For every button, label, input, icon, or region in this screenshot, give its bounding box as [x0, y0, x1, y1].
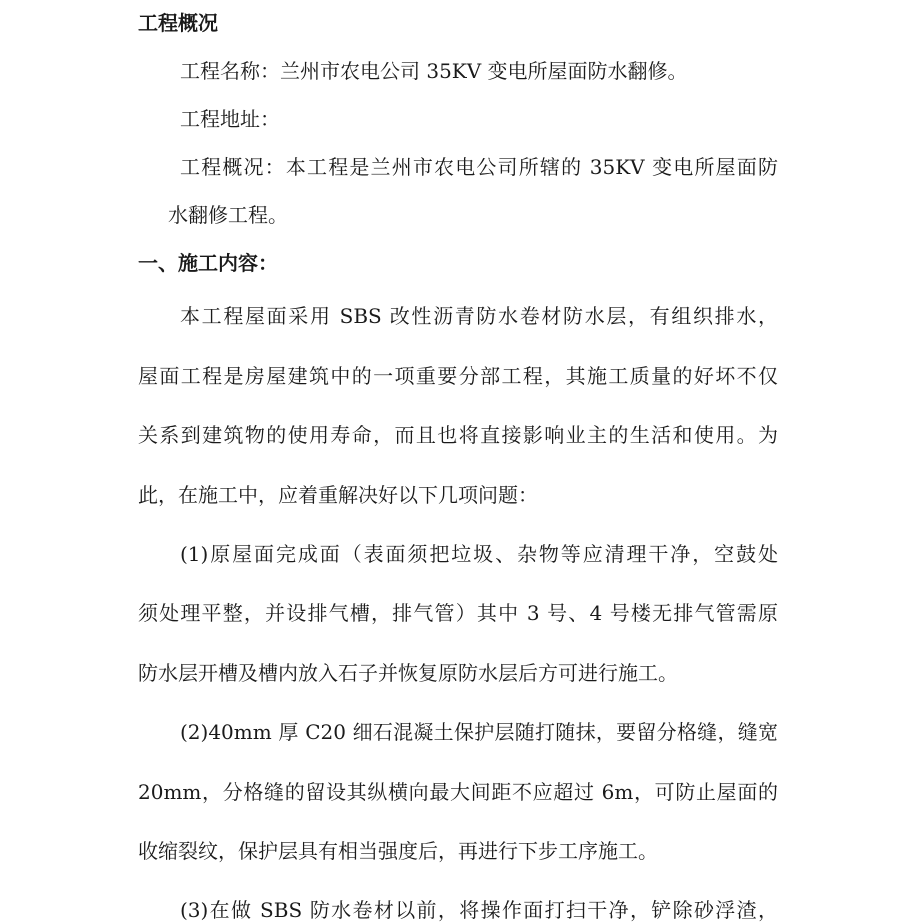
- paragraph-line: 关系到建筑物的使用寿命，而且也将直接影响业主的生活和使用。为: [138, 423, 778, 447]
- project-overview-line: 工程概况：本工程是兰州市农电公司所辖的 35KV 变电所屋面防: [180, 155, 778, 179]
- section-heading-overview: 工程概况: [138, 11, 218, 35]
- paragraph-line: 此，在施工中，应着重解决好以下几项问题：: [138, 483, 538, 507]
- project-overview-line: 水翻修工程。: [168, 203, 288, 227]
- list-item-line: (3)在做 SBS 防水卷材以前，将操作面打扫干净，铲除砂浮渣，: [180, 898, 778, 922]
- section-heading-construction: 一、施工内容：: [138, 251, 278, 275]
- paragraph-line: 本工程屋面采用 SBS 改性沥青防水卷材防水层，有组织排水，: [180, 304, 778, 328]
- list-item-line: 收缩裂纹，保护层具有相当强度后，再进行下步工序施工。: [138, 839, 658, 863]
- list-item-line: (2)40mm 厚 C20 细石混凝土保护层随打随抹，要留分格缝，缝宽: [180, 720, 778, 744]
- list-item-line: 20mm，分格缝的留设其纵横向最大间距不应超过 6m，可防止屋面的: [138, 780, 778, 804]
- list-item-line: (1)原屋面完成面（表面须把垃圾、杂物等应清理干净，空鼓处: [180, 542, 778, 566]
- project-name-line: 工程名称：兰州市农电公司 35KV 变电所屋面防水翻修。: [180, 59, 688, 83]
- list-item-line: 防水层开槽及槽内放入石子并恢复原防水层后方可进行施工。: [138, 661, 678, 685]
- list-item-line: 须处理平整，并设排气槽，排气管）其中 3 号、4 号楼无排气管需原: [138, 601, 778, 625]
- project-address-line: 工程地址：: [180, 107, 280, 131]
- paragraph-line: 屋面工程是房屋建筑中的一项重要分部工程，其施工质量的好坏不仅: [138, 364, 778, 388]
